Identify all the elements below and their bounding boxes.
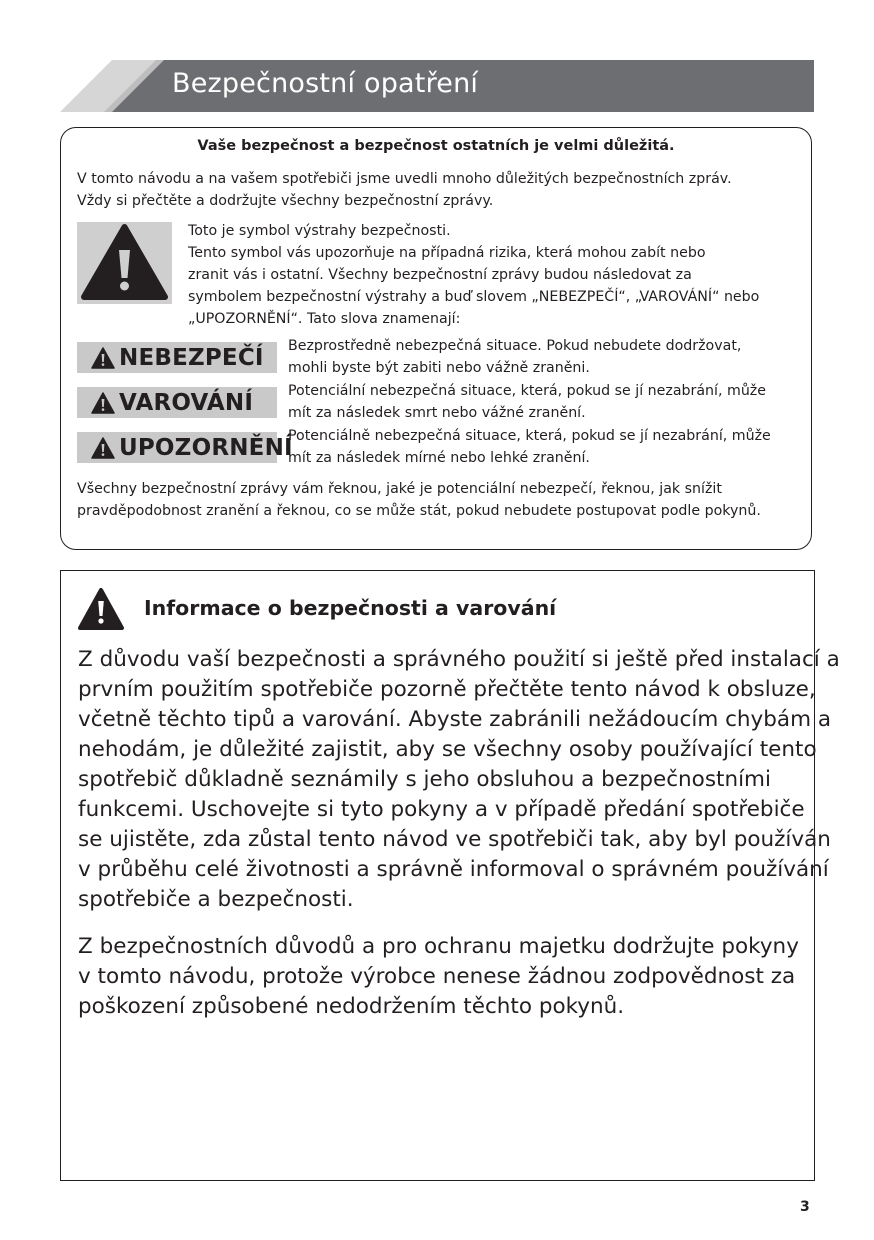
text-line: „UPOZORNĚNÍ“. Tato slova znamenají:: [188, 311, 461, 327]
signal-word-warning: [77, 387, 277, 418]
text-line: Z bezpečnostních důvodů a pro ochranu majetku dodržujte pokyny: [78, 934, 799, 959]
safety-notice-box: [60, 127, 812, 550]
text-line: Z důvodu vaší bezpečnosti a správného použití si ještě před instalací a: [78, 647, 840, 672]
warning-triangle-icon: [91, 436, 115, 460]
text-line: mohli byste být zabiti nebo vážně zraněni.: [288, 360, 590, 376]
warning-triangle-icon: [77, 222, 172, 304]
page-title: Bezpečnostní opatření: [172, 68, 479, 99]
text-line: mít za následek mírné nebo lehké zranění.: [288, 450, 590, 466]
text-line: se ujistěte, zda zůstal tento návod ve spotřebiči tak, aby byl používán: [78, 827, 831, 852]
text-line: mít za následek smrt nebo vážné zranění.: [288, 405, 586, 421]
section-header: [60, 60, 814, 112]
text-line: funkcemi. Uschovejte si tyto pokyny a v případě předání spotřebiče: [78, 797, 805, 822]
info-paragraph-2: [78, 932, 799, 1022]
warning-triangle-icon: [91, 391, 115, 415]
text-line: spotřebiče a bezpečnosti.: [78, 887, 354, 912]
signal-word-label: NEBEZPEČÍ: [119, 344, 264, 371]
notice-heading: Vaše bezpečnost a bezpečnost ostatních je velmi důležitá.: [197, 138, 675, 154]
text-line: Bezprostředně nebezpečná situace. Pokud nebudete dodržovat,: [288, 338, 742, 354]
page-number: 3: [800, 1199, 810, 1215]
info-paragraph-1: [78, 645, 840, 915]
text-line: Tento symbol vás upozorňuje na případná rizika, která mohou zabít nebo: [188, 245, 706, 261]
text-line: zranit vás i ostatní. Všechny bezpečnostní zprávy budou následovat za: [188, 267, 692, 283]
signal-word-label: UPOZORNĚNÍ: [119, 434, 293, 461]
text-line: poškození způsobené nedodržením těchto pokynů.: [78, 994, 625, 1019]
text-line: Vždy si přečtěte a dodržujte všechny bezpečnostní zprávy.: [77, 193, 494, 209]
signal-word-danger-desc: [288, 335, 741, 379]
text-line: v tomto návodu, protože výrobce nenese žádnou zodpovědnost za: [78, 964, 796, 989]
text-line: včetně těchto tipů a varování. Abyste zabránili nežádoucím chybám a: [78, 707, 832, 732]
text-line: spotřebič důkladně seznámily s jeho obsluhou a bezpečnostními: [78, 767, 771, 792]
symbol-explanation: [188, 220, 759, 330]
warning-triangle-icon: [91, 346, 115, 370]
notice-intro: [77, 168, 732, 212]
safety-information-box: [60, 570, 840, 1181]
signal-word-caution: [77, 432, 293, 463]
signal-word-danger: [77, 342, 277, 373]
notice-outro: [77, 478, 761, 522]
text-line: symbolem bezpečnostní výstrahy a buď slovem „NEBEZPEČÍ“, „VAROVÁNÍ“ nebo: [188, 289, 760, 305]
warning-triangle-icon: [77, 587, 125, 631]
text-line: Potenciální nebezpečná situace, která, pokud se jí nezabrání, může: [288, 383, 766, 399]
text-line: prvním použitím spotřebiče pozorně přečtěte tento návod k obsluze,: [78, 677, 816, 702]
text-line: pravděpodobnost zranění a řeknou, co se může stát, pokud nebudete postupovat podle pokynů.: [77, 503, 761, 519]
text-line: Toto je symbol výstrahy bezpečnosti.: [188, 223, 451, 239]
text-line: Všechny bezpečnostní zprávy vám řeknou, jaké je potenciální nebezpečí, řeknou, jak snížit: [77, 481, 722, 497]
text-line: Potenciálně nebezpečná situace, která, pokud se jí nezabrání, může: [288, 428, 771, 444]
text-line: nehodám, je důležité zajistit, aby se všechny osoby používající tento: [78, 737, 817, 762]
signal-word-caution-desc: [288, 425, 771, 469]
safety-alert-symbol: [77, 222, 172, 304]
text-line: v průběhu celé životnosti a správně informoval o správném používání: [78, 857, 829, 882]
signal-word-label: VAROVÁNÍ: [119, 389, 254, 416]
text-line: V tomto návodu a na vašem spotřebiči jsme uvedli mnoho důležitých bezpečnostních zpráv.: [77, 171, 732, 187]
info-title: Informace o bezpečnosti a varování: [144, 596, 557, 620]
signal-word-warning-desc: [288, 380, 766, 424]
